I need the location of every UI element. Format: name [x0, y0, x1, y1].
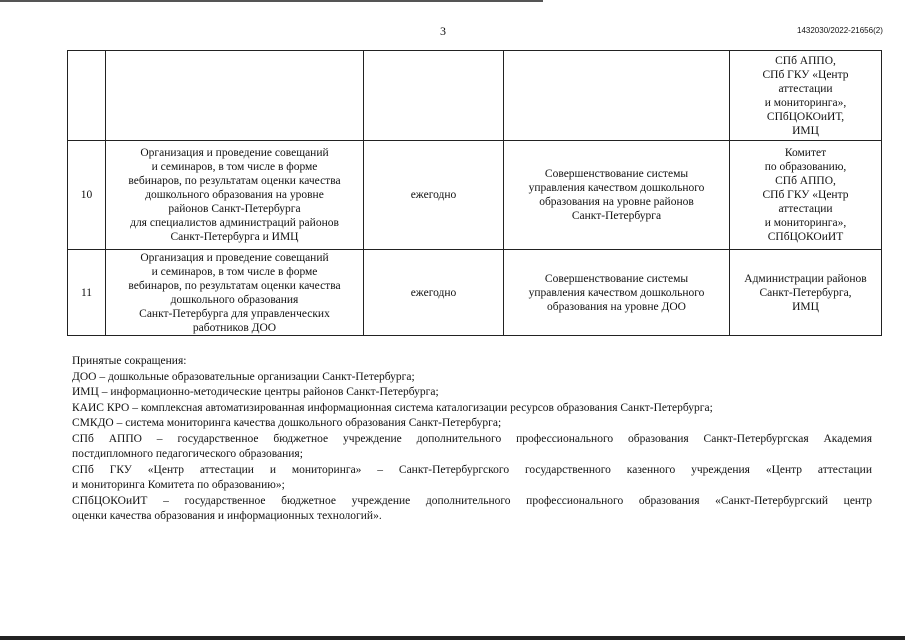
abbreviation-item: СПбЦОКОиИТ – государственное бюджетное учреждение дополнительного профессионального образования «Санкт-Петербургский центр: [72, 494, 872, 507]
abbreviation-item: ИМЦ – информационно-методические центры районов Санкт-Петербурга;: [72, 386, 439, 398]
responsible-cell: СПб АППО, СПб ГКУ «Центр аттестации и мониторинга», СПбЦОКОиИТ, ИМЦ: [730, 51, 882, 141]
term-cell: [364, 51, 504, 141]
responsible-cell: Комитет по образованию, СПб АППО, СПб ГКУ «Центр аттестации и мониторинга», СПбЦОКОиИТ: [730, 141, 882, 250]
abbreviation-item: ДОО – дошкольные образовательные организации Санкт-Петербурга;: [72, 370, 415, 383]
responsible-cell: Администрации районов Санкт-Петербурга, ИМЦ: [730, 250, 882, 336]
plan-table: [67, 50, 882, 336]
abbreviation-item-continued: и мониторинга Комитета по образованию»;: [72, 479, 285, 491]
row-number-cell: 10: [68, 141, 106, 250]
abbreviations-section: [72, 354, 872, 525]
event-cell: Организация и проведение совещаний и семинаров, в том числе в форме вебинаров, по результатам оценки качества дошкольного образования на уровне районов Санкт-Петербурга для специалистов администраций районов Санкт-Петербурга и ИМЦ: [106, 141, 364, 250]
table-row: [68, 141, 882, 250]
table-row: [68, 51, 882, 141]
scan-edge-bottom: [0, 636, 905, 640]
document-code: 1432030/2022-21656(2): [797, 26, 883, 35]
abbreviation-item-continued: постдипломного педагогического образования;: [72, 448, 303, 460]
term-cell: ежегодно: [364, 250, 504, 336]
abbreviation-item: КАИС КРО – комплексная автоматизированная информационная система каталогизации ресурсов образования Санкт-Петербурга;: [72, 401, 713, 414]
abbreviation-item-continued: оценки качества образования и информационных технологий».: [72, 510, 382, 522]
page-number: 3: [440, 24, 446, 38]
result-cell: Совершенствование системы управления качеством дошкольного образования на уровне ДОО: [504, 250, 730, 336]
result-cell: Совершенствование системы управления качеством дошкольного образования на уровне районов Санкт-Петербурга: [504, 141, 730, 250]
table-row: [68, 250, 882, 336]
row-number-cell: [68, 51, 106, 141]
abbreviation-item: СПб АППО – государственное бюджетное учреждение дополнительного профессионального образования Санкт-Петербургская Академия: [72, 432, 872, 445]
event-cell: [106, 51, 364, 141]
abbreviations-title: Принятые сокращения:: [72, 355, 187, 367]
event-cell: Организация и проведение совещаний и семинаров, в том числе в форме вебинаров, по результатам оценки качества дошкольного образования Санкт-Петербурга для управленческих работников ДОО: [106, 250, 364, 336]
scan-edge-top: [0, 0, 905, 2]
row-number-cell: 11: [68, 250, 106, 336]
result-cell: [504, 51, 730, 141]
abbreviation-item: СМКДО – система мониторинга качества дошкольного образования Санкт-Петербурга;: [72, 417, 502, 429]
abbreviation-item: СПб ГКУ «Центр аттестации и мониторинга» – Санкт-Петербургского государственного казенного учреждения «Центр аттестации: [72, 463, 872, 476]
term-cell: ежегодно: [364, 141, 504, 250]
